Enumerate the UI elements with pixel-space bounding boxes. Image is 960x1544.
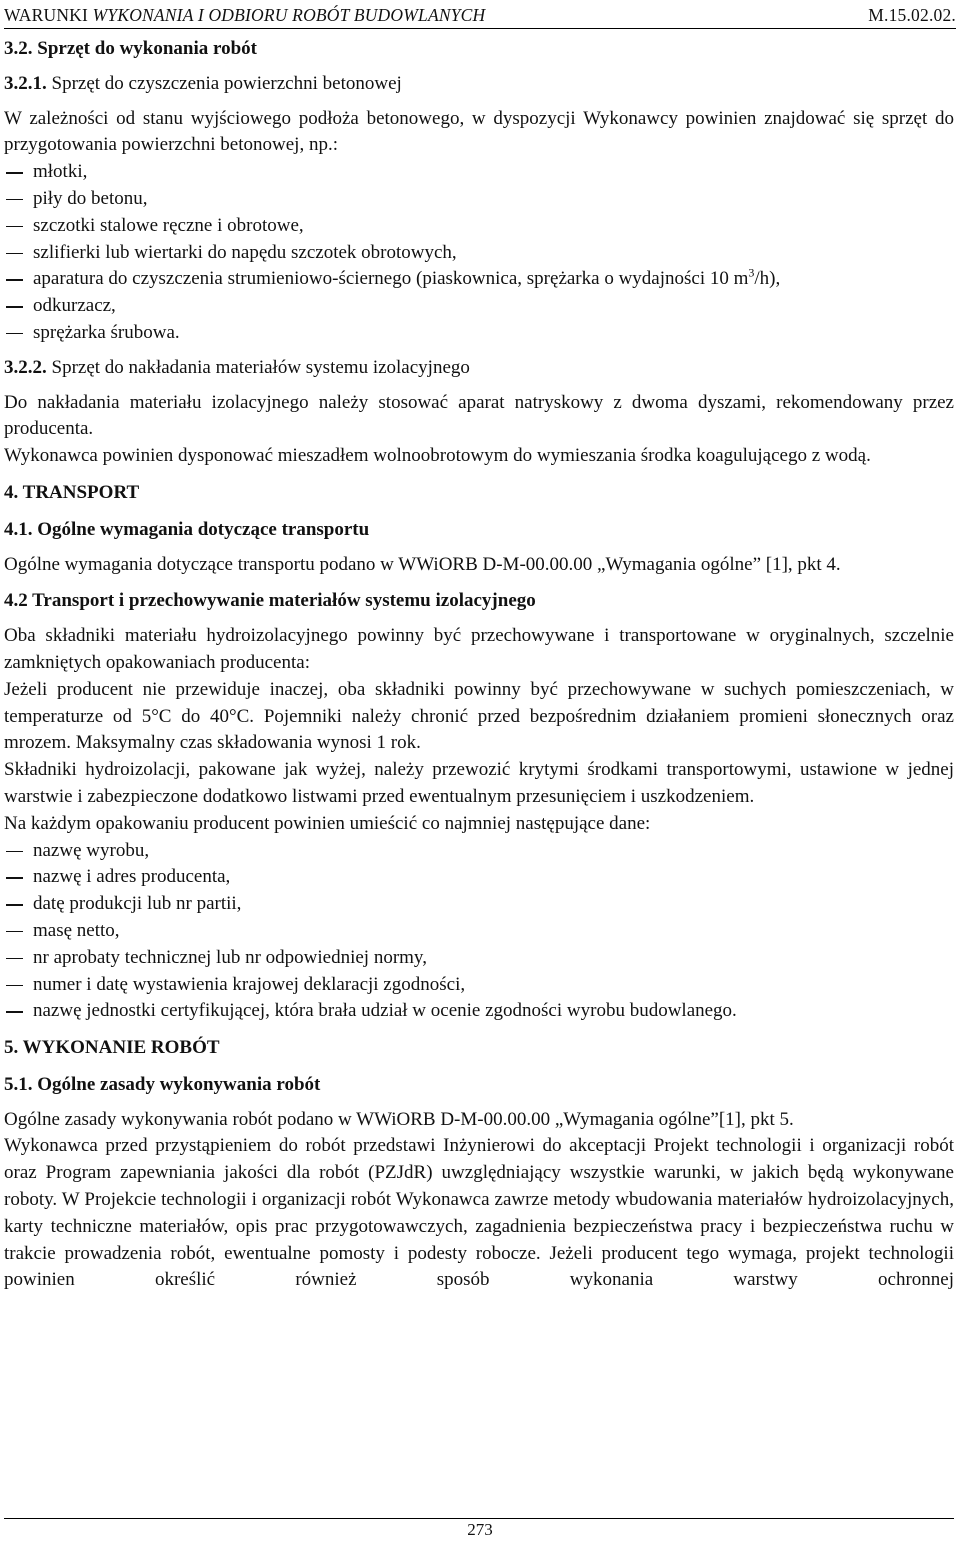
section-3-2-2-heading: 3.2.2. Sprzęt do nakładania materiałów systemu izolacyjnego	[4, 356, 470, 378]
cleaning-equipment-list	[4, 159, 954, 347]
list-item: masę netto,	[4, 918, 954, 945]
section-3-2-2-paragraph: Do nakładania materiału izolacyjnego należy stosować aparat natryskowy z dwoma dyszami, rekomendowany przez producenta.	[4, 391, 954, 440]
list-item: szczotki stalowe ręczne i obrotowe,	[4, 213, 954, 240]
list-item: szlifierki lub wiertarki do napędu szczotek obrotowych,	[4, 240, 954, 267]
section-4-2-paragraph: Oba składniki materiału hydroizolacyjnego powinny być przechowywane i transportowane w oryginalnych, szczelnie zamkniętych opakowaniach producenta:	[4, 625, 954, 673]
section-3-2-2-paragraph: Wykonawca powinien dysponować mieszadłem wolnoobrotowym do wymieszania środka koagulującego z wodą.	[4, 445, 871, 467]
list-item: młotki,	[4, 159, 954, 186]
list-item: numer i datę wystawienia krajowej deklaracji zgodności,	[4, 972, 954, 999]
list-item: odkurzacz,	[4, 293, 954, 320]
section-4-2-paragraph: Jeżeli producent nie przewiduje inaczej, oba składniki powinny być przechowywane w suchych pomieszczeniach, w temperaturze od 5°C do 40°C. Pojemniki należy chronić przed bezpośrednim działaniem promieni słonecznych oraz mrozem. Maksymalny czas składowania wynosi 1 rok.	[4, 678, 954, 754]
section-5-1-paragraph: Wykonawca przed przystąpieniem do robót przedstawi Inżynierowi do akceptacji Projekt technologii i organizacji robót oraz Program zapewniania jakości dla robót (PZJdR) uwzględniający wszystkie warunki, w jakich będą wykonywane roboty. W Projekcie technologii i organizacji robót Wykonawca zawrze metody wbudowania materiałów hydroizolacyjnych, karty techniczne materiałów, opis prac przygotowawczych, zagadnienia bezpieczeństwa pracy i bezpieczeństwa ruchu w trakcie prowadzenia robót, ewentualne pomosty i podesty robocze. Jeżeli producent tego wymaga, projekt technologii powinien określić również sposób wykonania warstwy ochronnej	[4, 1135, 954, 1291]
list-item: piły do betonu,	[4, 186, 954, 213]
running-header	[4, 2, 956, 29]
header-spec-code: M.15.02.02.	[868, 5, 956, 25]
section-5-heading: 5. WYKONANIE ROBÓT	[4, 1037, 220, 1059]
section-3-2-1-intro: W zależności od stanu wyjściowego podłoża betonowego, w dyspozycji Wykonawcy powinien znajdować się sprzęt do przygotowania powierzchni betonowej, np.:	[4, 107, 954, 156]
page-number: 273	[467, 1520, 493, 1539]
section-3-2-heading: 3.2. Sprzęt do wykonania robót	[4, 38, 258, 59]
section-5-1-heading: 5.1. Ogólne zasady wykonywania robót	[4, 1073, 321, 1095]
section-3-2-1-heading: 3.2.1. Sprzęt do czyszczenia powierzchni betonowej	[4, 72, 402, 94]
section-4-1-paragraph: Ogólne wymagania dotyczące transportu podano w WWiORB D-M-00.00.00 „Wymagania ogólne” [1], pkt 4.	[4, 553, 841, 575]
list-item: nazwę jednostki certyfikującej, która brała udział w ocenie zgodności wyrobu budowlanego.	[4, 998, 954, 1025]
section-4-2-paragraph: Na każdym opakowaniu producent powinien umieścić co najmniej następujące dane:	[4, 812, 651, 834]
section-5-1-paragraph: Ogólne zasady wykonywania robót podano w WWiORB D-M-00.00.00 „Wymagania ogólne”[1], pkt 5.	[4, 1108, 794, 1130]
packaging-data-list	[4, 838, 954, 1026]
section-4-heading: 4. TRANSPORT	[4, 481, 140, 503]
section-4-2-paragraph: Składniki hydroizolacji, pakowane jak wyżej, należy przewozić krytymi środkami transportowymi, ustawione w jednej warstwie i zabezpieczone dodatkowo listwami przed ewentualnym przesunięciem i uszkodzeniem.	[4, 759, 954, 807]
list-item: datę produkcji lub nr partii,	[4, 891, 954, 918]
section-4-1-heading: 4.1. Ogólne wymagania dotyczące transportu	[4, 518, 370, 540]
section-4-2-heading: 4.2 Transport i przechowywanie materiałów systemu izolacyjnego	[4, 590, 536, 612]
list-item: nazwę i adres producenta,	[4, 864, 954, 891]
footer-divider	[4, 1518, 954, 1519]
header-title: WARUNKI WYKONANIA I ODBIORU ROBÓT BUDOWLANYCH	[4, 5, 486, 25]
document-body	[4, 36, 954, 1294]
list-item: sprężarka śrubowa.	[4, 320, 954, 347]
list-item: nazwę wyrobu,	[4, 838, 954, 865]
list-item: nr aprobaty technicznej lub nr odpowiedniej normy,	[4, 945, 954, 972]
list-item: aparatura do czyszczenia strumieniowo-ściernego (piaskownica, sprężarka o wydajności 10 $m^3/h$),	[4, 266, 954, 293]
